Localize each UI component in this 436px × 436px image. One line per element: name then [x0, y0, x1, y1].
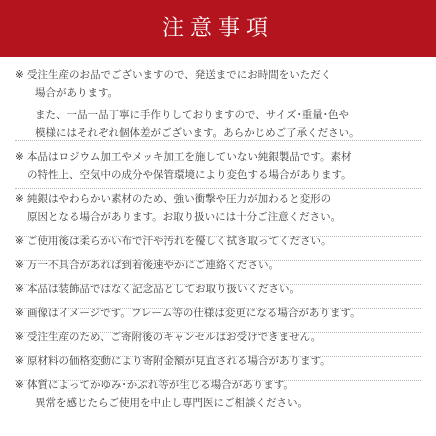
note-line: 原因となる場合があります。お取り扱いには十分ご注意ください。: [27, 211, 342, 223]
note-mark: ※: [15, 193, 24, 205]
note-line: 画像はイメージです。フレーム等の仕様は変更になる場合があります。: [27, 307, 361, 319]
divider: [15, 284, 421, 285]
note-item: [15, 148, 427, 184]
note-line: 模様にはそれぞれ個体差がございます。あらかじめご了承ください。: [35, 127, 360, 139]
divider: [15, 236, 421, 237]
note-mark: ※: [15, 307, 24, 319]
note-item: [15, 328, 427, 346]
note-mark: ※: [15, 355, 24, 367]
page-title: 注意事項: [161, 15, 274, 41]
divider: [15, 260, 421, 261]
note-item: [15, 352, 427, 370]
note-line: 本品は装飾品ではなく記念品としてお取り扱いください。: [27, 283, 300, 295]
note-line: 純銀はやわらかい素材のため、強い衝撃や圧力が加わると変形の: [27, 193, 332, 205]
divider: [15, 380, 421, 381]
note-mark: ※: [15, 331, 24, 343]
divider: [15, 332, 421, 333]
note-mark: ※: [15, 259, 24, 271]
divider: [15, 308, 421, 309]
notes-list: [15, 66, 427, 418]
note-line: 受注生産のため、ご寄附後のキャンセルはお受けできません。: [27, 331, 322, 343]
note-line: 場合があります。: [35, 87, 119, 99]
note-item: [15, 232, 427, 250]
note-mark: ※: [15, 69, 24, 81]
note-item: [15, 376, 427, 412]
note-line: 原材料の価格変動により寄附金額が見直される場合があります。: [27, 355, 331, 367]
note-line: 受注生産のお品でございますので、発送までにお時間をいただく: [27, 69, 332, 81]
note-line: 異常を感じたらご使用を中止し専門医にご相談ください。: [35, 397, 308, 409]
note-item: [15, 256, 427, 274]
note-line: 万一不具合があれば到着後速やかにご連絡ください。: [27, 259, 279, 271]
note-item: [15, 66, 427, 142]
note-line: 体質によってかゆみ･かぶれ等が生じる場合があります。: [27, 379, 294, 391]
note-line: また、一品一品丁寧に手作りしておりますので、サイズ･重量･色や: [35, 109, 349, 121]
divider: [15, 356, 421, 357]
note-item: [15, 280, 427, 298]
note-line: 本品はロジウム加工やメッキ加工を施していない純銀製品です。素材: [27, 151, 352, 163]
note-mark: ※: [15, 151, 24, 163]
note-mark: ※: [15, 235, 24, 247]
note-mark: ※: [15, 379, 24, 391]
header-banner: [0, 0, 436, 57]
note-item: [15, 190, 427, 226]
note-line: ご使用後は柔らかい布で汗や汚れを優しく拭き取ってください。: [27, 235, 332, 247]
note-mark: ※: [15, 283, 24, 295]
divider: [15, 140, 421, 141]
note-line: の特性上、空気中の成分や保管環境により変色する場合があります。: [27, 169, 352, 181]
note-item: [15, 304, 427, 322]
divider: [15, 188, 421, 189]
